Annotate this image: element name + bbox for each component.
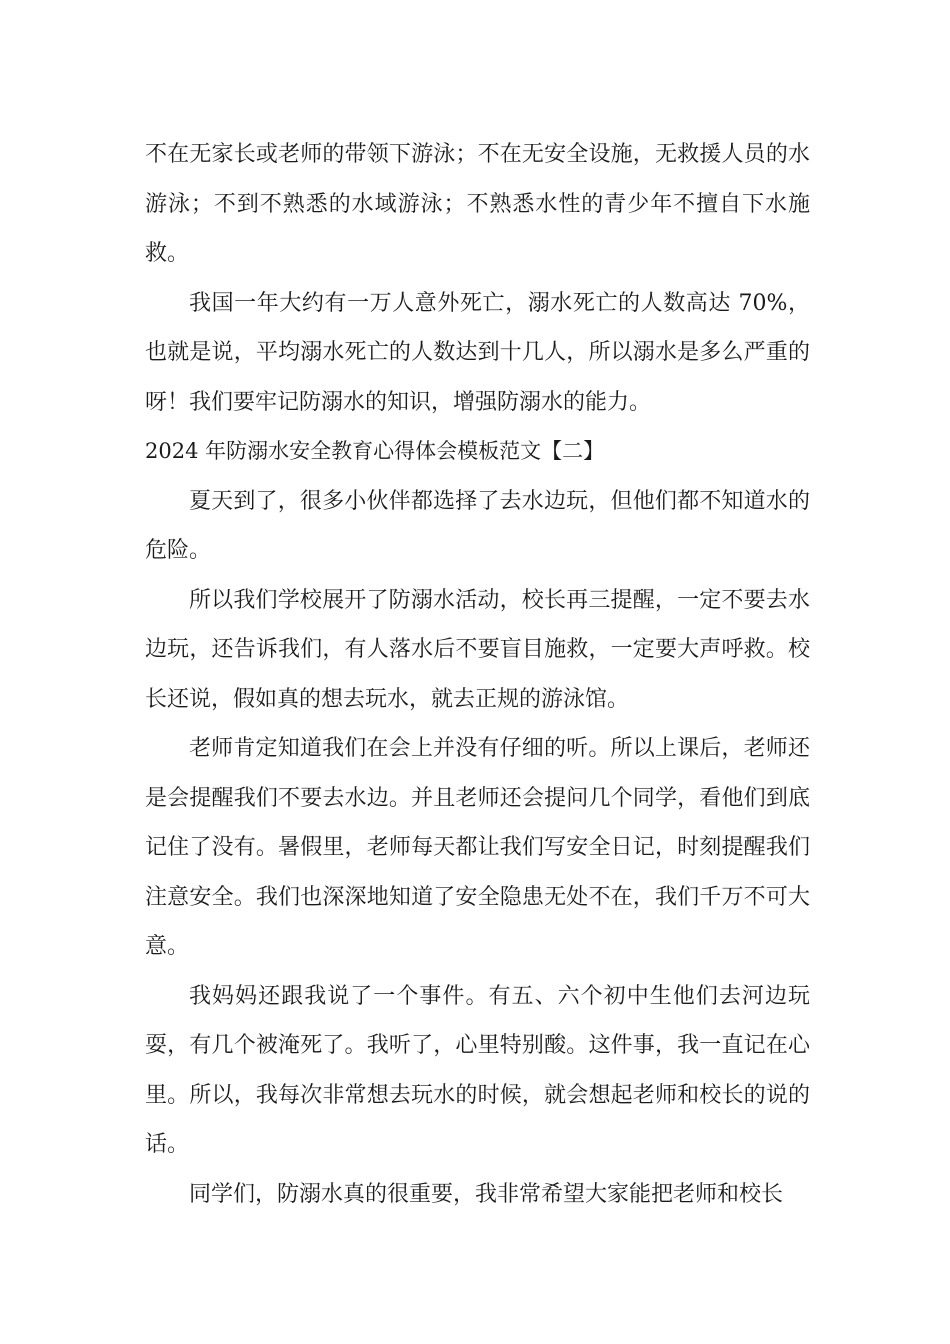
paragraph-summer: 夏天到了，很多小伙伴都选择了去水边玩，但他们都不知道水的危险。 xyxy=(145,488,810,563)
paragraph-classmates: 同学们，防溺水真的很重要，我非常希望大家能把老师和校长 xyxy=(189,1181,784,1207)
paragraph-teacher: 老师肯定知道我们在会上并没有仔细的听。所以上课后，老师还是会提醒我们不要去水边。并且老师还会提问几个同学，看他们到底记住了没有。暑假里，老师每天都让我们写安全日记，时刻提醒我们注意安全。我们也深深地知道了安全隐患无处不在，我们千万不可大意。 xyxy=(145,736,810,959)
paragraph-continued: 不在无家长或老师的带领下游泳；不在无安全设施，无救援人员的水游泳；不到不熟悉的水域游泳；不熟悉水性的青少年不擅自下水施救。 xyxy=(145,142,810,266)
paragraph-statistics: 我国一年大约有一万人意外死亡，溺水死亡的人数高达 70%，也就是说，平均溺水死亡的人数达到十几人，所以溺水是多么严重的呀！我们要牢记防溺水的知识，增强防溺水的能力。 xyxy=(145,290,810,415)
paragraph-school-activity: 所以我们学校展开了防溺水活动，校长再三提醒，一定不要去水边玩，还告诉我们，有人落水后不要盲目施救，一定要大声呼救。校长还说，假如真的想去玩水，就去正规的游泳馆。 xyxy=(145,587,810,712)
document-body xyxy=(145,130,810,1219)
section-heading: 2024 年防溺水安全教育心得体会模板范文【二】 xyxy=(145,439,605,463)
paragraph-mother: 我妈妈还跟我说了一个事件。有五、六个初中生他们去河边玩耍，有几个被淹死了。我听了，心里特别酸。这件事，我一直记在心里。所以，我每次非常想去玩水的时候，就会想起老师和校长的说的话。 xyxy=(145,983,810,1157)
